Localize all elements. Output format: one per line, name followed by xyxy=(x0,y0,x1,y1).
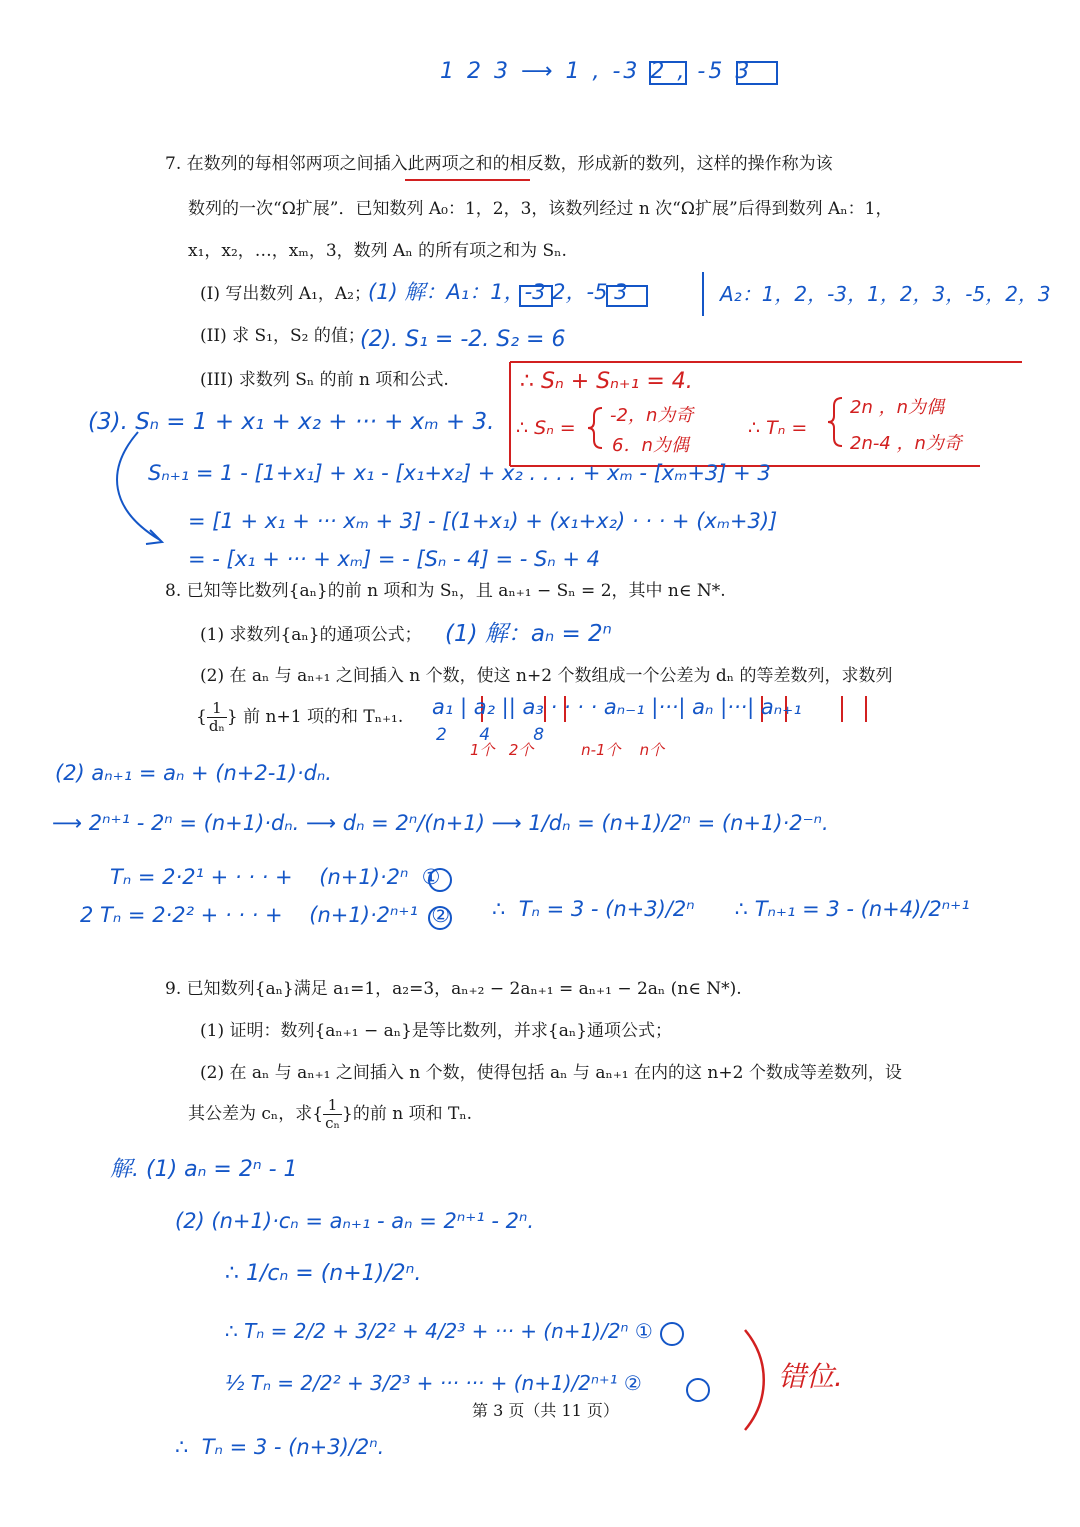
q7-red-sn: ∴ Sₙ = xyxy=(516,417,576,439)
top-note: 1 2 3 ⟶ 1 , -3 2 , -5 3 xyxy=(440,59,753,84)
q9-line1: 9. 已知数列{aₙ}满足 a₁=1，a₂=3，aₙ₊₂ − 2aₙ₊₁ = aₙ₊₁ − 2aₙ (n∈ N*). xyxy=(165,979,742,999)
q7-l1: (3). Sₙ = 1 + x₁ + x₂ + ··· + xₘ + 3. xyxy=(88,409,495,435)
q7-l3: = [1 + x₁ + ··· xₘ + 3] - [(1+x₁) + (x₁+x₂) · · · + (xₘ+3)] xyxy=(188,509,778,533)
q7-red3a: 2n ，n为偶 xyxy=(850,397,944,418)
q9-part2: (2) 在 aₙ 与 aₙ₊₁ 之间插入 n 个数，使得包括 aₙ 与 aₙ₊₁ 在内的这 n+2 个数成等差数列，设 xyxy=(200,1063,902,1083)
q9-l1: 解. (1) aₙ = 2ⁿ - 1 xyxy=(110,1157,298,1182)
q8-l4: 2 Tₙ = 2·2² + · · · + (n+1)·2ⁿ⁺¹ ② xyxy=(80,903,451,927)
q8-seq: a₁ | a₂ || a₃ · · · · aₙ₋₁ |···| aₙ |···| aₙ₊₁ xyxy=(432,695,802,719)
q9-part3b: }的前 n 项和 Tₙ. xyxy=(342,1104,473,1124)
q8-part2b: { $\frac{1}{\text{dₙ}}$ } 前 n+1 项的和 Tₙ₊₁. xyxy=(196,699,404,735)
q8-frac-den: dₙ xyxy=(208,717,225,735)
q9-part3a: 其公差为 cₙ，求{ xyxy=(188,1104,324,1124)
q7-red3b: 2n-4 ，n为奇 xyxy=(850,433,962,454)
q8-line1: 8. 已知等比数列{aₙ}的前 n 项和为 Sₙ，且 aₙ₊₁ − Sₙ = 2，其中 n∈ N*. xyxy=(165,581,726,601)
q8-part2b-text: 前 n+1 项的和 Tₙ₊₁. xyxy=(243,707,404,727)
red-paren xyxy=(745,1330,764,1430)
q9-frac-num: 1 xyxy=(323,1097,342,1115)
q8-l2: ⟶ 2ⁿ⁺¹ - 2ⁿ = (n+1)·dₙ. ⟶ dₙ = 2ⁿ/(n+1) ⟶ 1/dₙ = (n+1)/2ⁿ = (n+1)·2⁻ⁿ. xyxy=(52,811,829,835)
q7-line3: x₁，x₂，…，xₘ，3，数列 Aₙ 的所有项之和为 Sₙ. xyxy=(188,241,567,261)
q9-part1: (1) 证明：数列{aₙ₊₁ − aₙ}是等比数列，并求{aₙ}通项公式； xyxy=(200,1021,673,1041)
q7-l2: Sₙ₊₁ = 1 - [1+x₁] + x₁ - [x₁+x₂] + x₂ . . . . + xₘ - [xₘ+3] + 3 xyxy=(148,461,771,485)
circle-1-q9 xyxy=(661,1323,683,1345)
q7-l4: = - [x₁ + ··· + xₘ] = - [Sₙ - 4] = - Sₙ + 4 xyxy=(188,547,600,571)
q7-part2: (II) 求 S₁，S₂ 的值； xyxy=(200,326,365,346)
q7-ans1b: A₂：1，2，-3，1，2，3，-5，2，3 xyxy=(720,282,1051,306)
q9-frac xyxy=(323,1097,342,1132)
q8-frac xyxy=(207,700,227,735)
q8-l3: Tₙ = 2·2¹ + · · · + (n+1)·2ⁿ ① xyxy=(110,865,441,889)
q8-part2: (2) 在 aₙ 与 aₙ₊₁ 之间插入 n 个数，使这 n+2 个数组成一个公差为 dₙ 的等差数列，求数列 xyxy=(200,666,893,686)
q7-red2b: 6．n为偶 xyxy=(612,435,689,456)
q9-l2: (2) (n+1)·cₙ = aₙ₊₁ - aₙ = 2ⁿ⁺¹ - 2ⁿ. xyxy=(175,1209,535,1233)
q9-red-note: 错位. xyxy=(778,1360,843,1393)
q7-line2: 数列的一次“Ω扩展”．已知数列 A₀：1，2，3，该数列经过 n 次“Ω扩展”后得到数列 Aₙ：1， xyxy=(188,199,893,219)
q9-l5: ½ Tₙ = 2/2² + 3/2³ + ··· ··· + (n+1)/2ⁿ⁺¹ ② xyxy=(225,1371,642,1395)
q9-part3 xyxy=(188,1097,472,1132)
q8-l5: ∴ Tₙ = 3 - (n+3)/2ⁿ ∴ Tₙ₊₁ = 3 - (n+4)/2ⁿ⁺¹ xyxy=(492,897,970,921)
q7-part1: (I) 写出数列 A₁，A₂； xyxy=(200,284,371,304)
q7-part3: (III) 求数列 Sₙ 的前 n 项和公式. xyxy=(200,370,449,390)
q7-red1: ∴ Sₙ + Sₙ₊₁ = 4. xyxy=(520,369,693,394)
blue-curve-arrow xyxy=(117,432,160,540)
circle-2-q9 xyxy=(687,1379,709,1401)
q7-ans2: (2). S₁ = -2. S₂ = 6 xyxy=(360,327,566,352)
q9-l3: ∴ 1/cₙ = (n+1)/2ⁿ. xyxy=(225,1261,422,1286)
q9-l6: ∴ Tₙ = 3 - (n+3)/2ⁿ. xyxy=(175,1435,385,1459)
red-brace-2 xyxy=(828,398,842,446)
q9-frac-den: cₙ xyxy=(325,1114,340,1132)
q8-part1: (1) 求数列{aₙ}的通项公式； xyxy=(200,625,422,645)
q7-line1: 7. 在数列的每相邻两项之间插入此两项之和的相反数，形成新的数列，这样的操作称为该 xyxy=(165,154,833,174)
q8-seq-red: 1个 2个 n-1个 n个 xyxy=(470,741,665,759)
q8-ans1: (1) 解：aₙ = 2ⁿ xyxy=(445,621,612,647)
page-footer: 第 3 页（共 11 页） xyxy=(472,1401,619,1420)
q8-seq-vals: 2 4 8 xyxy=(436,725,545,745)
q7-red2a: -2，n为奇 xyxy=(610,405,694,426)
red-brace-1 xyxy=(588,408,602,448)
q7-red-tn: ∴ Tₙ = xyxy=(748,417,808,439)
q7-ans1: (1) 解：A₁：1，-3 2，-5 3 xyxy=(368,280,628,304)
q8-frac-num: 1 xyxy=(207,700,227,718)
q9-l4: ∴ Tₙ = 2/2 + 3/2² + 4/2³ + ··· + (n+1)/2ⁿ ① xyxy=(225,1319,653,1343)
q8-l1: (2) aₙ₊₁ = aₙ + (n+2-1)·dₙ. xyxy=(55,761,332,785)
